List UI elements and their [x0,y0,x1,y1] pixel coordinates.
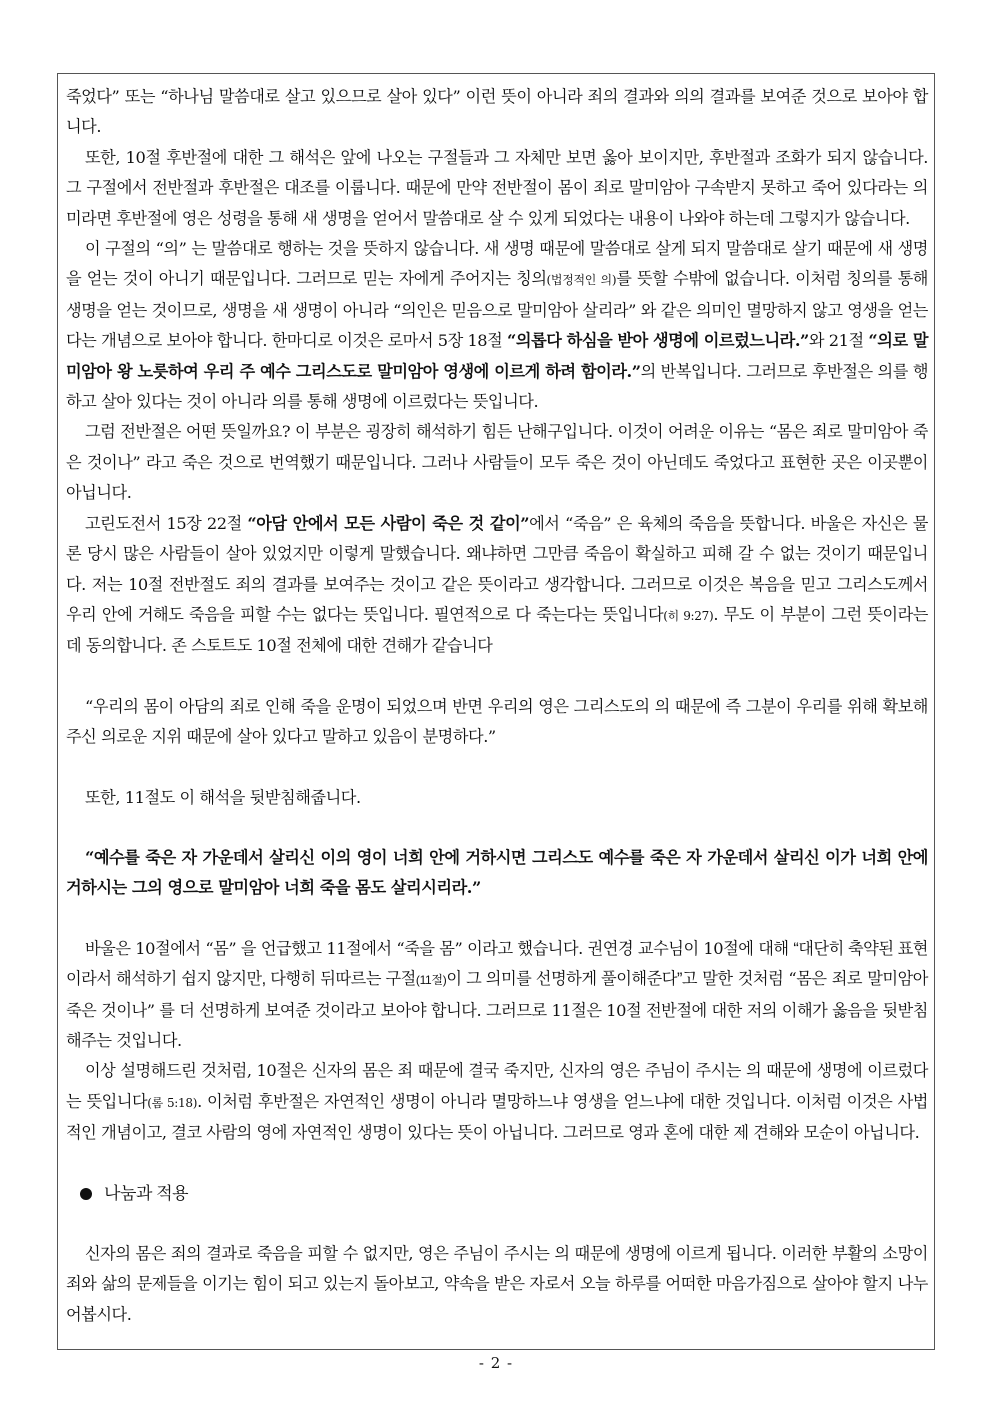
text-run: 이 구절의 “의” 는 말씀대로 행하는 것을 뜻하지 않습니다. 새 생명 때문에 말씀대로 살게 되지 말씀대로 살기 때문에 새 생명을 얻는 것이 아니기 때문입니다. 그러므로 믿는 자에게 주어지는 칭의 [66,239,928,289]
text-run: 바울은 10절에서 “몸” 을 언급했고 11절에서 “죽을 몸” 이라고 했습니다. 권연경 교수님이 10절에 대해 [85,938,794,958]
paragraph: 또한, 11절도 이 해석을 뒷받침해줍니다. [85,787,361,807]
paragraph: 신자의 몸은 죄의 결과로 죽음을 피할 수 없지만, 영은 주님이 주시는 의 때문에 생명에 이르게 됩니다. 이러한 부활의 소망이 죄와 삶의 문제들을 이기는 힘이 되고 있는지 돌아보고, 약속을 받은 자로서 오늘 하루를 어떠한 마음가짐으로 살아야 할지 나누어봅시다. [66,1244,928,1324]
bold-scripture-quote [66,843,928,904]
text-run: 의 반복입니다. 그러므로 후반절은 의를 행하고 살아 있다는 것이 아니라 의를 통해 생명에 이르렀다는 뜻입니다. [66,361,929,412]
text-run: . 이처럼 후반절은 자연적인 생명이 아니라 멸망하느냐 영생을 얻느냐에 대한 것입니다. 이처럼 이것은 사법적인 개념이고, 결코 사람의 영에 자연적인 생명이 있다는 뜻이 아닙니다. 그러므로 영과 혼에 대한 제 견해와 모순이 아닙니다. [66,1091,928,1143]
text-run: 에서 “죽음” 은 육체의 죽음을 뜻합니다. 바울은 자신은 물론 당시 많은 사람들이 살아 있었지만 이렇게 말했습니다. 왜냐하면 그만큼 죽음이 확실하고 피해 갈 수 없는 것이기 때문입니다. 저는 10절 전반절도 죄의 결과를 보여주는 것이고 같은 뜻이라고 생각합니다. 그러므로 이것은 복음을 믿고 그리스도께서 우리 안에 거해도 죽음을 피할 수는 없다는 뜻입니다. 필연적으로 다 죽는다는 뜻입니다 [66,513,928,624]
text-run: 고린도전서 15장 22절 [85,513,248,533]
cited-quote: “대단히 축약된 표현이라서 해석하기 쉽지 않지만, 다행히 뒤따르는 구절 [66,939,928,989]
bullet-icon [80,1188,92,1200]
paragraph [66,234,928,417]
text-run: 고 말한 것처럼 “몸은 죄로 말미암아 죽은 것이나” 를 더 선명하게 보여준 것이라고 보아야 합니다. 그러므로 11절은 10절 전반절에 대한 저의 이해가 옳음을 뒷받침해주는 것입니다. [66,969,928,1050]
paragraph [66,934,928,1057]
block-quote: “우리의 몸이 아담의 죄로 인해 죽을 운명이 되었으며 반면 우리의 영은 그리스도의 의 때문에 즉 그분이 우리를 위해 확보해주신 의로운 지위 때문에 살아 있다고 말하고 있음이 분명하다.” [66,696,928,747]
text-run: . 무도 이 부분이 그런 뜻이라는 데 동의합니다. 존 스토트도 10절 전체에 대한 견해가 같습니다 [66,604,928,656]
annotation: (11절) [415,973,447,988]
section-heading [66,1179,928,1209]
annotation: (롬 5:18) [147,1095,198,1110]
annotation: (법정적인 의) [546,273,617,288]
annotation: (히 9:27) [663,608,714,623]
section-heading-label: 나눔과 적용 [104,1183,189,1203]
text-run: 와 21절 [808,331,869,351]
bold-quote: “의로 말미암아 왕 노릇하여 우리 주 예수 그리스도로 말미암아 영생에 이르게 하려 함이라.” [66,331,929,381]
paragraph: 그럼 전반절은 어떤 뜻일까요? 이 부분은 굉장히 해석하기 힘든 난해구입니다. 이것이 어려운 이유는 “몸은 죄로 말미암아 죽은 것이나” 라고 죽은 것으로 번역했기 때문입니다. 그러나 사람들이 모두 죽은 것이 아닌데도 죽었다고 표현한 곳은 이곳뿐이 아닙니다. [66,422,928,503]
paragraph [66,509,928,662]
cited-quote: 이 그 의미를 선명하게 풀이해준다” [446,970,682,989]
bold-quote: “예수를 죽은 자 가운데서 살리신 이의 영이 너희 안에 거하시면 그리스도 예수를 죽은 자 가운데서 살리신 이가 너희 안에 거하시는 그의 영으로 말미암아 너희 죽을 몸도 살리시리라.” [66,847,928,898]
document-body [66,82,928,1330]
text-run: 를 뜻할 수밖에 없습니다. 이처럼 칭의를 통해 생명을 얻는 것이므로, 생명을 새 생명이 아니라 “의인은 믿음으로 말미암아 살리라” 와 같은 의미인 멸망하지 않고 영생을 얻는다는 개념으로 보아야 합니다. 한마디로 이것은 로마서 5장 18절 [66,269,928,351]
paragraph: 또한, 10절 후반절에 대한 그 해석은 앞에 나오는 구절들과 그 자체만 보면 옳아 보이지만, 후반절과 조화가 되지 않습니다. 그 구절에서 전반절과 후반절은 대조를 이룹니다. 때문에 만약 전반절이 몸이 죄로 말미암아 구속받지 못하고 죽어 있다라는 의미라면 후반절에 영은 성령을 통해 새 생명을 얻어서 말씀대로 살 수 있게 되었다는 내용이 나와야 하는데 그렇지가 않습니다. [66,147,928,228]
paragraph: 죽었다” 또는 “하나님 말씀대로 살고 있으므로 살아 있다” 이런 뜻이 아니라 죄의 결과와 의의 결과를 보여준 것으로 보아야 합니다. [66,87,928,137]
page-number: - 2 - [478,1354,514,1372]
paragraph [66,1056,928,1148]
text-run: 이상 설명해드린 것처럼, 10절은 신자의 몸은 죄 때문에 결국 죽지만, 신자의 영은 주님이 주시는 의 때문에 생명에 이르렀다는 뜻입니다 [66,1061,928,1111]
bold-quote: “아담 안에서 모든 사람이 죽은 것 같이” [247,513,530,533]
bold-quote: “의롭다 하심을 받아 생명에 이르렀느니라.” [507,331,809,351]
